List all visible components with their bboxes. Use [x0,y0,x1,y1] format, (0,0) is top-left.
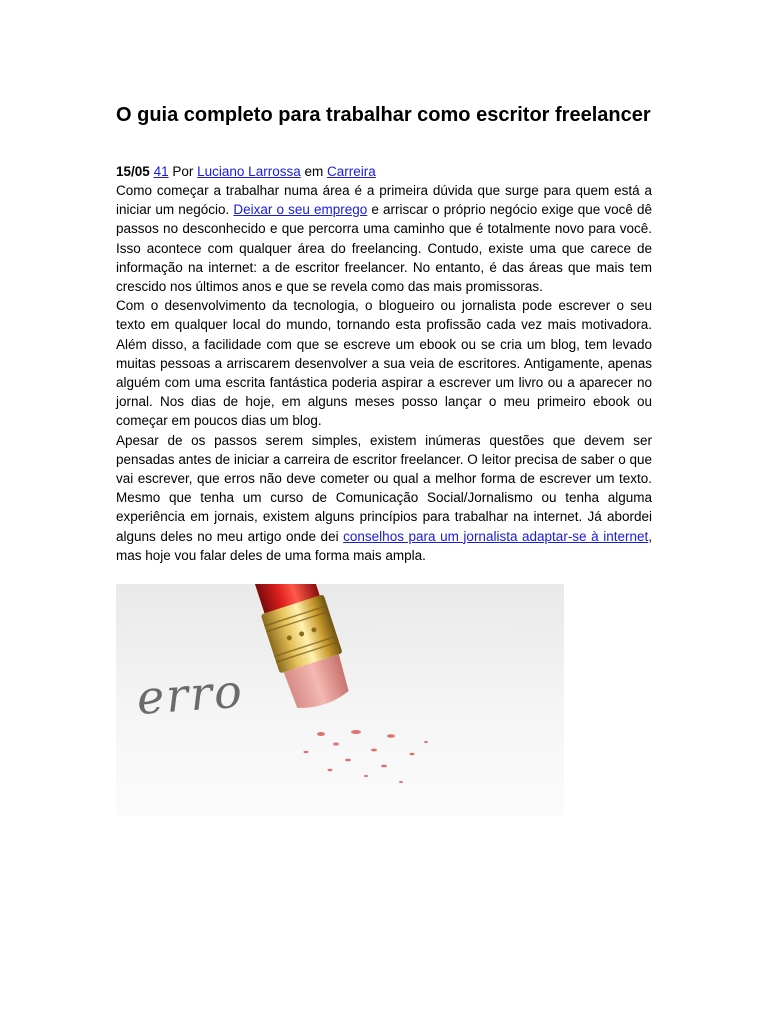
paragraph-1-text-a: Como começar a trabalhar numa área é a primeira dúvida que surge para quem está a iniciar um negócio. [116,183,652,218]
journalist-tips-link[interactable]: conselhos para um jornalista adaptar-se à internet [343,528,649,544]
paragraph-3-text-a: Apesar de os passos serem simples, existem inúmeras questões que devem ser pensadas antes de iniciar a carreira de escritor freelancer. O leitor precisa de saber o que vai escrever, que erros não deve cometer ou qual a melhor forma de escrever um texto. Mesmo que tenha um curso de Comunicação Social/Jornalismo ou tenha alguma experiência em jornais, existem alguns princípios para trabalhar na internet. Já abordei alguns deles no meu artigo onde dei [116,432,652,544]
paragraph-1-text-b: e arriscar o próprio negócio exige que você dê passos no desconhecido e que percorra uma caminho que é totalmente novo para você. Isso acontece com qualquer área do freelancing. Contudo, existe uma que carece de informação na internet: a de escritor freelancer. No entanto, é das áreas que mais tem crescido nos últimos anos e que se revela como das mais promissoras. [116,202,652,295]
article [116,96,652,816]
post-date: 15/05 [116,164,150,179]
article-meta [116,162,652,181]
in-label: em [304,164,324,179]
author-link[interactable]: Luciano Larrossa [197,164,301,179]
category-link[interactable]: Carreira [327,164,376,179]
leave-job-link[interactable]: Deixar o seu emprego [233,202,368,218]
comments-count-link[interactable]: 41 [153,164,169,179]
by-label: Por [172,164,194,179]
paragraph-1 [116,181,652,296]
pencil-eraser-image [116,584,564,816]
paragraph-3-text-b: , mas hoje vou falar deles de uma forma mais ampla. [116,528,653,563]
article-title: O guia completo para trabalhar como escritor freelancer [116,104,651,126]
paragraph-2: Com o desenvolvimento da tecnologia, o blogueiro ou jornalista pode escrever o seu texto em qualquer local do mundo, tornando esta profissão cada vez mais motivadora. Além disso, a facilidade com que se escreve um ebook ou se cria um blog, tem levado muitas pessoas a arriscarem desenvolver a sua veia de escritores. Antigamente, apenas alguém com uma escrita fantástica poderia aspirar a escrever um livro ou a aparecer no jornal. Nos dias de hoje, em alguns meses posso lançar o meu primeiro ebook ou começar em poucos dias um blog. [116,298,652,429]
handwritten-word: erro [135,663,246,726]
paragraph-3 [116,431,652,565]
